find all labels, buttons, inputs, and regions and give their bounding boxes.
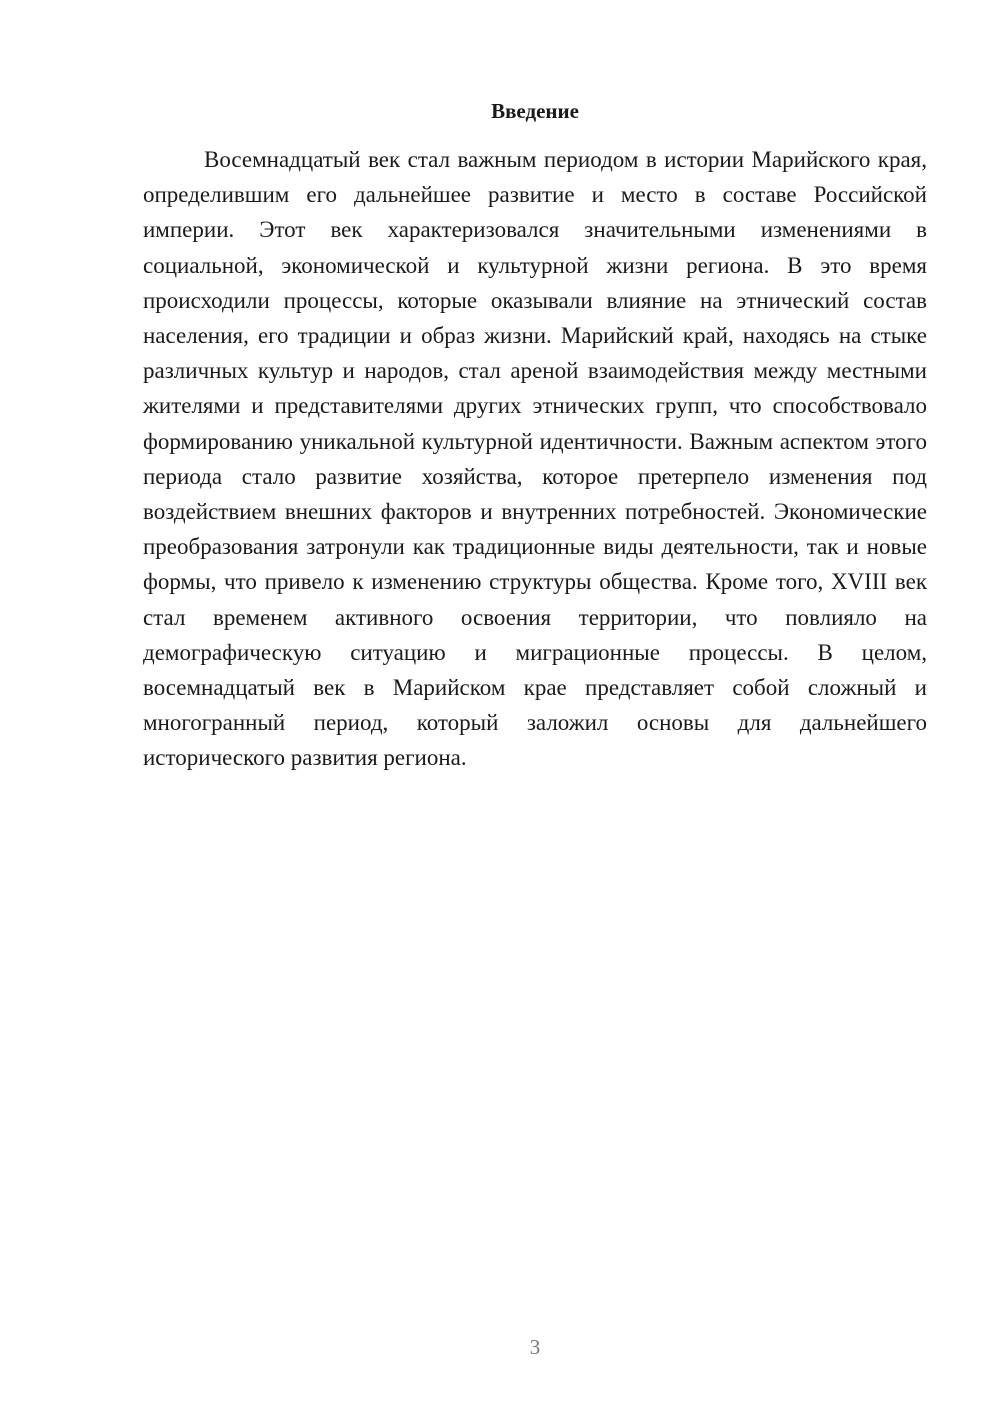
introduction-paragraph: Восемнадцатый век стал важным периодом в истории Марийского края, определившим его дальнейшее развитие и место в составе Российской империи. Этот век характеризовался значительными изменениями в социальной, экономической и культурной жизни региона. В это время происходили процессы, которые оказывали влияние на этнический состав населения, его традиции и образ жизни. Марийский край, находясь на стыке различных культур и народов, стал ареной взаимодействия между местными жителями и представителями других этнических групп, что способствовало формированию уникальной культурной идентичности. Важным аспектом этого периода стало развитие хозяйства, которое претерпело изменения под воздействием внешних факторов и внутренних потребностей. Экономические преобразования затронули как традиционные виды деятельности, так и новые формы, что привело к изменению структуры общества. Кроме того, XVIII век стал временем активного освоения территории, что повлияло на демографическую ситуацию и миграционные процессы. В целом, восемнадцатый век в Марийском крае представляет собой сложный и многогранный период, который заложил основы для дальнейшего исторического развития региона.	[143, 147, 927, 771]
page-title: Введение	[491, 99, 579, 123]
page-number: 3	[529, 1335, 541, 1359]
